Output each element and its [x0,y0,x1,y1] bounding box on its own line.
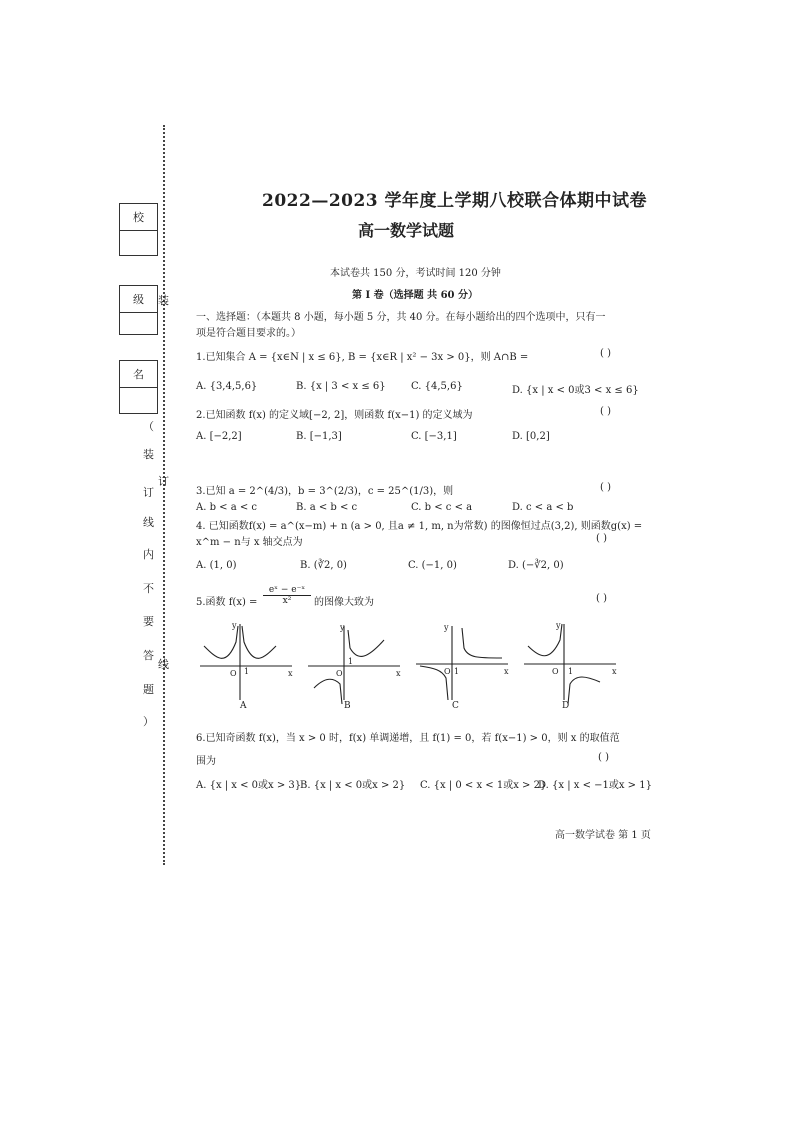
graph-d-axis-x: x [612,667,617,676]
question-5-stem-suffix: 的图像大致为 [314,597,374,608]
class-box [119,285,158,335]
graph-a [200,624,292,700]
instructions-line1: 一、选择题：（本题共 8 小题，每小题 5 分，共 40 分。在每小题给出的四个选项中，只有一 [196,312,606,323]
section-title: 第 I 卷（选择题 共 60 分） [352,290,479,301]
graph-a-axis-x: x [288,669,293,678]
fraction-numerator: eˣ − e⁻ˣ [263,585,311,596]
question-1-option-d: D. {x | x < 0或3 < x ≤ 6} [512,385,639,396]
question-6-option-a: A. {x | x < 0或x > 3} [196,780,302,791]
question-4-option-d: D. (−∛2, 0) [508,560,564,571]
binding-note-char: 线 [143,516,154,529]
graph-b-label: B [344,701,351,711]
graph-d-tick: 1 [568,667,574,676]
school-box [119,203,158,256]
question-3-stem: 3.已知 a = 2^(4/3)，b = 3^(2/3)，c = 25^(1/3)，则 [196,486,454,497]
binding-note-char: 题 [143,683,154,696]
binding-note-char: ） [143,715,154,728]
question-6-answer-slot: ( ) [598,752,609,763]
binding-dotted-line [163,125,165,865]
graph-a-axis-y: y [232,621,237,630]
question-2-stem: 2.已知函数 f(x) 的定义域[−2, 2]，则函数 f(x−1) 的定义域为 [196,410,473,421]
question-6-option-b: B. {x | x < 0或x > 2} [300,780,406,791]
exam-info: 本试卷共 150 分，考试时间 120 分钟 [330,268,501,279]
question-2-option-b: B. [−1,3] [296,431,342,442]
question-2-option-a: A. [−2,2] [196,431,242,442]
school-label: 校 [120,204,157,231]
question-6-stem-line2: 围为 [196,756,216,767]
question-1-option-c: C. {4,5,6} [411,381,463,392]
question-6-option-c: C. {x | 0 < x < 1或x > 2} [420,780,547,791]
binding-mark: 装 [158,294,169,307]
binding-note-char: 要 [143,615,154,628]
binding-mark: 订 [158,475,169,488]
question-4-stem-line2: x^m − n与 x 轴交点为 [196,537,303,548]
exam-title: 2022—2023 学年度上学期八校联合体期中试卷 [262,191,648,211]
question-4-option-b: B. (∛2, 0) [300,560,347,571]
graph-b-axis-y: y [340,623,345,632]
question-1-answer-slot: ( ) [600,348,611,359]
graph-b-axis-x: x [396,669,401,678]
graph-c-origin: O [444,667,451,676]
question-5-answer-slot: ( ) [596,593,607,604]
graph-c-label: C [452,701,459,711]
question-5-fraction [263,585,311,606]
binding-note-char: 内 [143,548,154,561]
instructions-line2: 项是符合题目要求的。） [196,328,301,339]
graph-a-origin: O [230,669,237,678]
graph-d-axis-y: y [556,621,561,630]
graph-a-label: A [240,701,247,711]
exam-subtitle: 高一数学试题 [358,221,455,240]
graph-c-tick: 1 [454,667,460,676]
question-2-option-c: C. [−3,1] [411,431,457,442]
graph-c [416,626,508,700]
binding-note-char: 装 [143,448,154,461]
binding-note-char: 订 [143,486,154,499]
question-2-answer-slot: ( ) [600,406,611,417]
question-3-answer-slot: ( ) [600,482,611,493]
question-3-option-a: A. b < a < c [196,502,258,513]
name-label: 名 [120,361,157,388]
question-3-option-b: B. a < b < c [296,502,358,513]
question-1-option-b: B. {x | 3 < x ≤ 6} [296,381,386,392]
graph-a-tick: 1 [244,667,250,676]
question-4-answer-slot: ( ) [596,533,607,544]
question-4-stem-line1: 4. 已知函数f(x) = a^(x−m) + n (a > 0, 且a ≠ 1, m, n为常数) 的图像恒过点(3,2), 则函数g(x) = [196,521,643,532]
question-4-option-a: A. (1, 0) [196,560,237,571]
question-1-stem: 1.已知集合 A = {x∈N | x ≤ 6}, B = {x∈R | x² − 3x > 0}，则 A∩B = [196,352,529,363]
class-label: 级 [120,286,157,313]
fraction-denominator: x² [282,596,292,606]
question-1-option-a: A. {3,4,5,6} [196,381,258,392]
question-3-option-c: C. b < c < a [411,502,473,513]
question-2-option-d: D. [0,2] [512,431,550,442]
graph-c-axis-x: x [504,667,509,676]
question-5-graphs [196,618,616,710]
binding-note-char: （ [143,420,154,433]
question-4-option-c: C. (−1, 0) [408,560,457,571]
name-box [119,360,158,414]
question-6-option-d: D. {x | x < −1或x > 1} [538,780,652,791]
graph-b-origin: O [336,669,343,678]
graph-d [524,624,616,704]
graph-b [308,626,400,704]
binding-note-char: 不 [143,582,154,595]
graph-b-tick: 1 [348,657,354,666]
question-6-stem-line1: 6.已知奇函数 f(x)，当 x > 0 时，f(x) 单调递增，且 f(1) = 0，若 f(x−1) > 0，则 x 的取值范 [196,733,620,744]
question-5-stem-prefix: 5.函数 f(x) = [196,597,258,608]
binding-mark: 线 [158,658,169,671]
page-footer: 高一数学试卷 第 1 页 [555,830,651,841]
binding-note-char: 答 [143,649,154,662]
question-3-option-d: D. c < a < b [512,502,574,513]
graph-d-label: D [562,701,570,711]
graph-d-origin: O [552,667,559,676]
graph-c-axis-y: y [444,623,449,632]
